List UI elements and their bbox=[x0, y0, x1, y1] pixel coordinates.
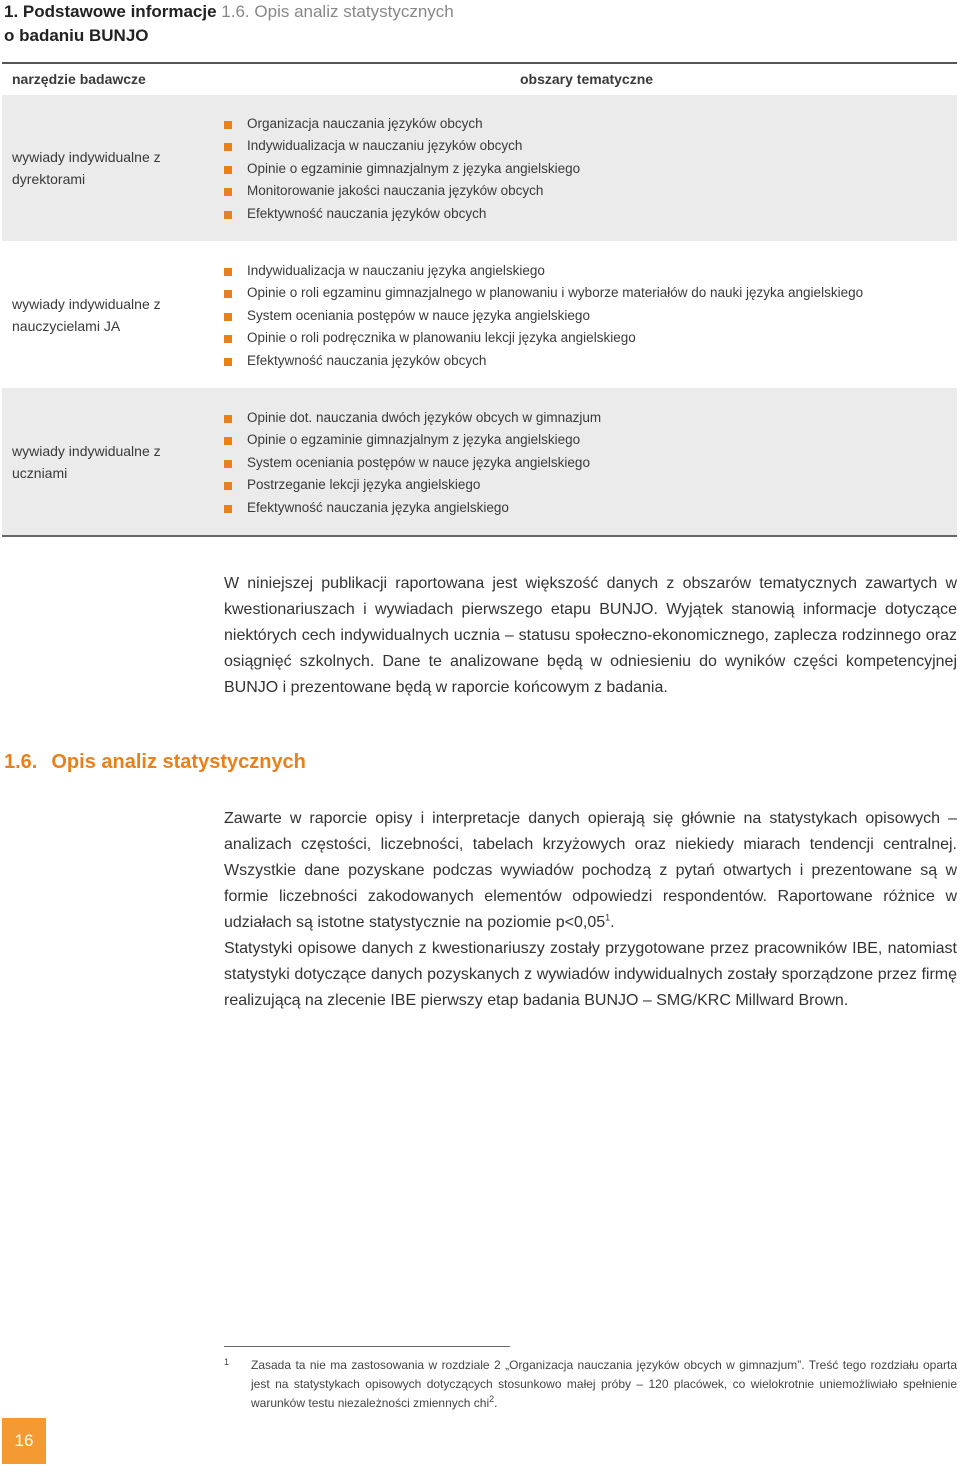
topic-list bbox=[224, 260, 863, 372]
bullet-square-icon bbox=[224, 268, 232, 276]
table-row bbox=[2, 241, 957, 388]
list-item: Opinie dot. nauczania dwóch języków obcych w gimnazjum bbox=[224, 407, 601, 429]
table-row bbox=[2, 95, 957, 241]
running-header bbox=[4, 0, 454, 48]
list-item: Efektywność nauczania języka angielskiego bbox=[224, 497, 601, 519]
list-item: System oceniania postępów w nauce języka angielskiego bbox=[224, 305, 863, 327]
list-item: Organizacja nauczania języków obcych bbox=[224, 113, 580, 135]
topic-list bbox=[224, 407, 601, 519]
page-number: 16 bbox=[14, 1431, 34, 1450]
body-paragraph: Statystyki opisowe danych z kwestionariuszy zostały przygotowane przez pracowników IBE, natomiast statystyki dotyczące danych pozyskanych z wywiadów indywidualnych zostały sporządzone przez firmę realizującą na zlecenie IBE pierwszy etap badania BUNJO – SMG/KRC Millward Brown. bbox=[224, 940, 957, 1009]
body-paragraph: W niniejszej publikacji raportowana jest większość danych z obszarów tematycznych zawartych w kwestionariuszach i wywiadach pierwszego etapu BUNJO. Wyjątek stanowią informacje dotyczące niektórych cech indywidualnych ucznia – statusu społeczno-ekonomicznego, zaplecza rodzinnego oraz osiągnięć szkolnych. Dane te analizowane będą w odniesieniu do wyników części kompetencyjnej BUNJO i prezentowane będą w raporcie końcowym z badania. bbox=[224, 575, 957, 696]
row-tool-label: wywiady indywidualne z uczniami bbox=[12, 443, 161, 481]
section-number: 1.6. bbox=[4, 751, 38, 773]
chapter-title-line2: o badaniu BUNJO bbox=[4, 26, 149, 45]
row-tool-label: wywiady indywidualne z nauczycielami JA bbox=[12, 296, 161, 334]
list-item: Efektywność nauczania języków obcych bbox=[224, 203, 580, 225]
section-heading bbox=[4, 751, 306, 774]
bullet-square-icon bbox=[224, 460, 232, 468]
bullet-square-icon bbox=[224, 211, 232, 219]
bullet-square-icon bbox=[224, 121, 232, 129]
bullet-square-icon bbox=[224, 358, 232, 366]
column-header-topics: obszary tematyczne bbox=[520, 71, 654, 87]
chapter-title-line1: 1. Podstawowe informacje bbox=[4, 2, 217, 21]
list-item: Indywidualizacja w nauczaniu języków obcych bbox=[224, 135, 580, 157]
footnote-number: 1 bbox=[224, 1357, 230, 1367]
topic-list bbox=[224, 113, 580, 225]
bullet-square-icon bbox=[224, 335, 232, 343]
list-item: Opinie o roli podręcznika w planowaniu lekcji języka angielskiego bbox=[224, 327, 863, 349]
list-item: Opinie o egzaminie gimnazjalnym z języka angielskiego bbox=[224, 429, 601, 451]
table-row bbox=[2, 388, 957, 535]
bullet-square-icon bbox=[224, 415, 232, 423]
section-ref-title: Opis analiz statystycznych bbox=[254, 2, 454, 21]
column-header-tool: narzędzie badawcze bbox=[12, 71, 146, 87]
list-item: Opinie o egzaminie gimnazjalnym z języka angielskiego bbox=[224, 158, 580, 180]
row-tool-label: wywiady indywidualne z dyrektorami bbox=[12, 149, 161, 187]
table-bottom-rule bbox=[2, 535, 957, 537]
bullet-square-icon bbox=[224, 313, 232, 321]
list-item: Monitorowanie jakości nauczania języków obcych bbox=[224, 180, 580, 202]
footnote-text: Zasada ta nie ma zastosowania w rozdziale 2 „Organizacja nauczania języków obcych w gimnazjum”. Treść tego rozdziału oparta jest na statystykach opisowych dotyczących stosunkowo małej próby – 120 placówek, co wielokrotnie uniemożliwiało spełnienie warunków testu niezależności zmiennych chi$^2$. bbox=[251, 1358, 957, 1410]
list-item: Indywidualizacja w nauczaniu języka angielskiego bbox=[224, 260, 863, 282]
bullet-square-icon bbox=[224, 166, 232, 174]
section-title: Opis analiz statystycznych bbox=[51, 751, 306, 773]
bullet-square-icon bbox=[224, 143, 232, 151]
list-item: Opinie o roli egzaminu gimnazjalnego w planowaniu i wyborze materiałów do nauki języka angielskiego bbox=[224, 282, 863, 304]
bullet-square-icon bbox=[224, 482, 232, 490]
footnote-ref: 1 bbox=[605, 912, 611, 923]
footnote-rule bbox=[224, 1346, 510, 1347]
list-item: Postrzeganie lekcji języka angielskiego bbox=[224, 474, 601, 496]
body-paragraph: Zawarte w raporcie opisy i interpretacje danych opierają się głównie na statystykach opisowych – analizach częstości, liczebności, tabelach krzyżowych oraz niekiedy miarach tendencji centralnej. Wszystkie dane pozyskane podczas wywiadów pochodzą z pytań otwartych i prezentowane są w formie liczebności zakodowanych elementów odpowiedzi respondentów. Raportowane różnice w udziałach są istotne statystycznie na poziomie $p<0,05^1$. bbox=[224, 810, 957, 931]
page-number-box bbox=[2, 1418, 46, 1464]
bullet-square-icon bbox=[224, 437, 232, 445]
table-header bbox=[2, 62, 957, 97]
bullet-square-icon bbox=[224, 188, 232, 196]
section-ref-number: 1.6. bbox=[221, 2, 250, 21]
bullet-square-icon bbox=[224, 505, 232, 513]
list-item: System oceniania postępów w nauce języka angielskiego bbox=[224, 452, 601, 474]
list-item: Efektywność nauczania języków obcych bbox=[224, 350, 863, 372]
bullet-square-icon bbox=[224, 290, 232, 298]
